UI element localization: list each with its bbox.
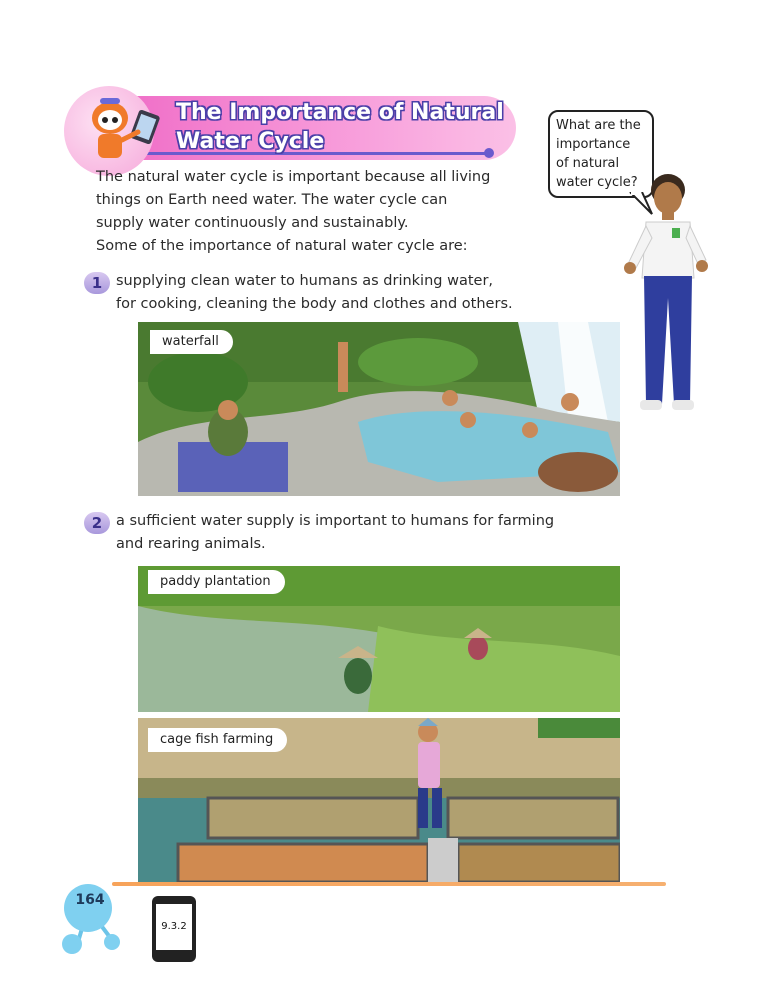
footer-divider — [112, 882, 666, 886]
item-1-line-1: supplying clean water to humans as drinking water, — [116, 273, 494, 289]
item-2-line-2: and rearing animals. — [116, 536, 266, 552]
waterfall-photo — [138, 322, 620, 496]
intro-line-2: things on Earth need water. The water cycle can — [96, 192, 448, 208]
item-1-text — [116, 270, 616, 316]
tablet-code: 9.3.2 — [156, 904, 192, 950]
waterfall-label: waterfall — [150, 330, 233, 354]
cage-fish-farming-photo — [138, 718, 620, 882]
item-1-line-2: for cooking, cleaning the body and clothes and others. — [116, 296, 513, 312]
intro-line-4: Some of the importance of natural water cycle are: — [96, 238, 468, 254]
cage-fish-farming-label: cage fish farming — [148, 728, 287, 752]
title-line-2: Water Cycle — [176, 129, 325, 154]
paddy-plantation-label: paddy plantation — [148, 570, 285, 594]
page-number: 164 — [75, 892, 105, 908]
bubble-line-3: of natural — [556, 156, 620, 171]
item-number-1: 1 — [84, 272, 110, 294]
item-2-text — [116, 510, 616, 556]
robot-mascot-icon — [76, 92, 166, 172]
student-boy-illustration — [610, 168, 720, 418]
paddy-plantation-photo — [138, 566, 620, 712]
title-line-1: The Importance of Natural — [176, 100, 504, 125]
page-title — [176, 98, 506, 156]
intro-paragraph — [96, 166, 536, 258]
item-2-line-1: a sufficient water supply is important to humans for farming — [116, 513, 555, 529]
intro-line-1: The natural water cycle is important because all living — [96, 169, 491, 185]
bubble-line-2: importance — [556, 137, 631, 152]
item-number-2: 2 — [84, 512, 110, 534]
bubble-line-1: What are the — [556, 118, 641, 133]
intro-line-3: supply water continuously and sustainably. — [96, 215, 409, 231]
bubble-line-4: water cycle? — [556, 175, 638, 190]
